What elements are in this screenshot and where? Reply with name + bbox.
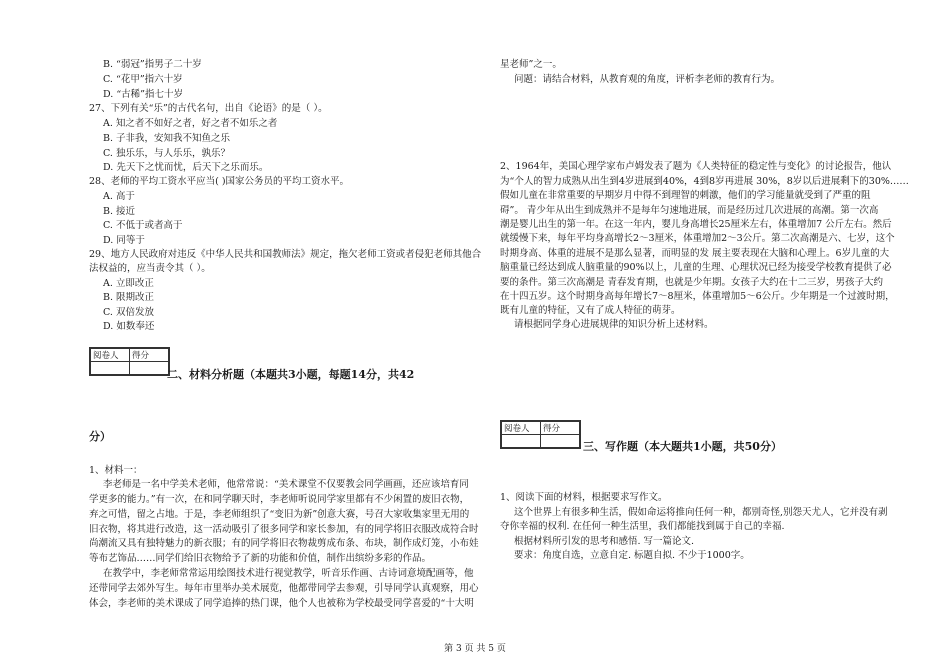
q28-stem: 28、老师的平均工资水平应当( )国家公务员的平均工资水平。 [89,176,350,187]
q29-option-a: A. 立即改正 [103,278,154,289]
q28-option-a: A. 高于 [103,191,135,202]
material1-continuation: 星老师”之一。 [500,59,562,70]
grader-label: 阅卷人 [502,422,541,435]
material1-line: 在教学中，李老师常常运用绘图技术进行视觉教学，听音乐作画、古诗词意境配画等，他 [103,568,474,579]
material1-line: 弃之可惜，留之占地。于是，李老师组织了“变旧为新”创意大赛，号召大家收集家里无用的 [89,509,470,520]
material2-line: 就缓慢下来，每年平均身高增长2～3厘米，体重增加2～3公斤。第二次高潮是六、七岁，这个 [500,233,895,244]
q27-option-a: A. 知之者不如好之者，好之者不如乐之者 [103,118,278,129]
q29-option-c: C. 双倍发放 [103,307,154,318]
material2-line: 既有儿童的特征，又有了成人特征的萌芽。 [500,305,681,316]
score-label: 得分 [130,349,169,362]
section2-title: 二、材料分析题（本题共3小题，每题14分，共42 [167,368,415,381]
q27-option-d: D. 先天下之忧而忧，后天下之乐而乐。 [103,162,269,173]
material2-line: 脑重量已经达到成人脑重量的90%以上，儿童的生理、心理状况已经为接受学校教育提供了必 [500,262,892,273]
q29-option-b: B. 限期改正 [103,292,155,303]
q28-option-c: C. 不低于或者高于 [103,220,183,231]
page-footer: 第 3 页 共 5 页 [444,644,506,654]
material1-line: 旧衣物，将其进行改造，这一活动吸引了很多同学和家长参加，有的同学将旧衣服改成符合时 [89,524,479,535]
grader-cell[interactable] [91,362,130,375]
essay-line: 根据材料所引发的思考和感悟. 写一篇论文. [514,536,695,547]
q26-option-b: B. “弱冠”指男子二十岁 [103,59,202,70]
score-table-section3 [500,420,581,449]
q29-stem-line2: 法权益的，应当责令其（ ）。 [89,263,211,274]
q27-option-c: C. 独乐乐，与人乐乐，孰乐？ [103,148,230,159]
q29-option-d: D. 如数奉还 [103,321,155,332]
section3-title: 三、写作题（本大题共1小题，共50分） [583,440,782,453]
material1-line: 学更多的能力。”有一次，在和同学聊天时，李老师听说同学家里都有不少闲置的废旧衣物， [89,494,470,505]
material2-line: 为“个人的智力成熟从出生到4岁进展到40%，4到8岁再进展 30%，8岁以后进展剩下的30%…… [500,176,909,187]
q29-stem-line1: 29、地方人民政府对违反《中华人民共和国教师法》规定，拖欠老师工资或者侵犯老师其他合 [89,249,482,260]
material2-line: 潮是婴儿出生的第一年。在这一年内，婴儿身高增长25厘米左右，体重增加7 公斤左右。然后 [500,219,892,230]
essay-line: 要求：角度自选，立意自定. 标题自拟. 不少于1000字。 [514,550,750,561]
material1-line: 还带同学去郊外写生。每年市里举办美术展览，他都带同学去参观，引导同学认真观察，用心 [89,583,479,594]
score-cell[interactable] [541,435,580,448]
material1-line: 尚潮流又具有独特魅力的新衣服；有的同学将旧衣物裁剪成布条、布块，制作成灯笼，小布娃 [89,538,479,549]
score-table-section2 [89,347,170,376]
material2-line: 假如儿童在非常重要的早期岁月中得不到理智的刺激，他们的学习能量就受到了严重的阻 [500,190,871,201]
essay-line: 1、阅读下面的材料，根据要求写作文。 [500,492,668,503]
grader-cell[interactable] [502,435,541,448]
q26-option-c: C. “花甲”指六十岁 [103,74,183,85]
material2-line: 2、1964年，美国心理学家布卢姆发表了题为《人类特征的稳定性与变化》的讨论报告，他认 [500,161,892,172]
material2-line: 碍”。 青少年从出生到成熟并不是每年匀速地进展，而是经历过几次进展的高潮。第一次高 [500,205,879,216]
q28-option-b: B. 接近 [103,206,136,217]
material2-line: 要的条件。第三次高潮是 青春发育期，也就是少年期。女孩子大约在十二三岁，男孩子大约 [500,277,884,288]
section2-title-continuation: 分） [89,430,111,443]
essay-line: 这个世界上有很多种生活，假如命运将推向任何一种，都别奇怪,别怨天尤人，它并没有剥 [514,507,888,518]
material2-line: 在十四五岁。这个时期身高每年增长7～8厘米，体重增加5～6公斤。少年期是一个过渡时期， [500,291,895,302]
grader-label: 阅卷人 [91,349,130,362]
score-label: 得分 [541,422,580,435]
material1-heading: 1、材料一： [89,465,143,476]
material1-line: 体会，李老师的美术课成了同学追捧的热门课，他个人也被称为学校最受同学喜爱的“十大明 [89,598,474,609]
essay-line: 夺你幸福的权利. 在任何一种生活里，我们都能找到属于自己的幸福. [500,521,785,532]
material1-line: 等布艺饰品……同学们给旧衣物给予了新的功能和价值，制作出缤纷多彩的作品。 [89,553,432,564]
score-cell[interactable] [130,362,169,375]
q28-option-d: D. 同等于 [103,235,145,246]
material1-line: 李老师是一名中学美术老师，他常常说：“美术课堂不仅要教会同学画画，还应该培育同 [103,479,469,490]
material1-question: 问题：请结合材料，从教育观的角度，评析李老师的教育行为。 [514,74,781,85]
q27-option-b: B. 子非我，安知我不知鱼之乐 [103,133,231,144]
material2-question: 请根据同学身心进展规律的知识分析上述材料。 [514,319,714,330]
material2-line: 时期身高、体重的进展不是那么显著，而明显的发 展主要表现在大脑和心理上。6岁儿童的大 [500,248,890,259]
q27-stem: 27、下列有关“乐”的古代名句，出自《论语》的是（ ）。 [89,103,328,114]
q26-option-d: D. “古稀”指七十岁 [103,89,184,100]
